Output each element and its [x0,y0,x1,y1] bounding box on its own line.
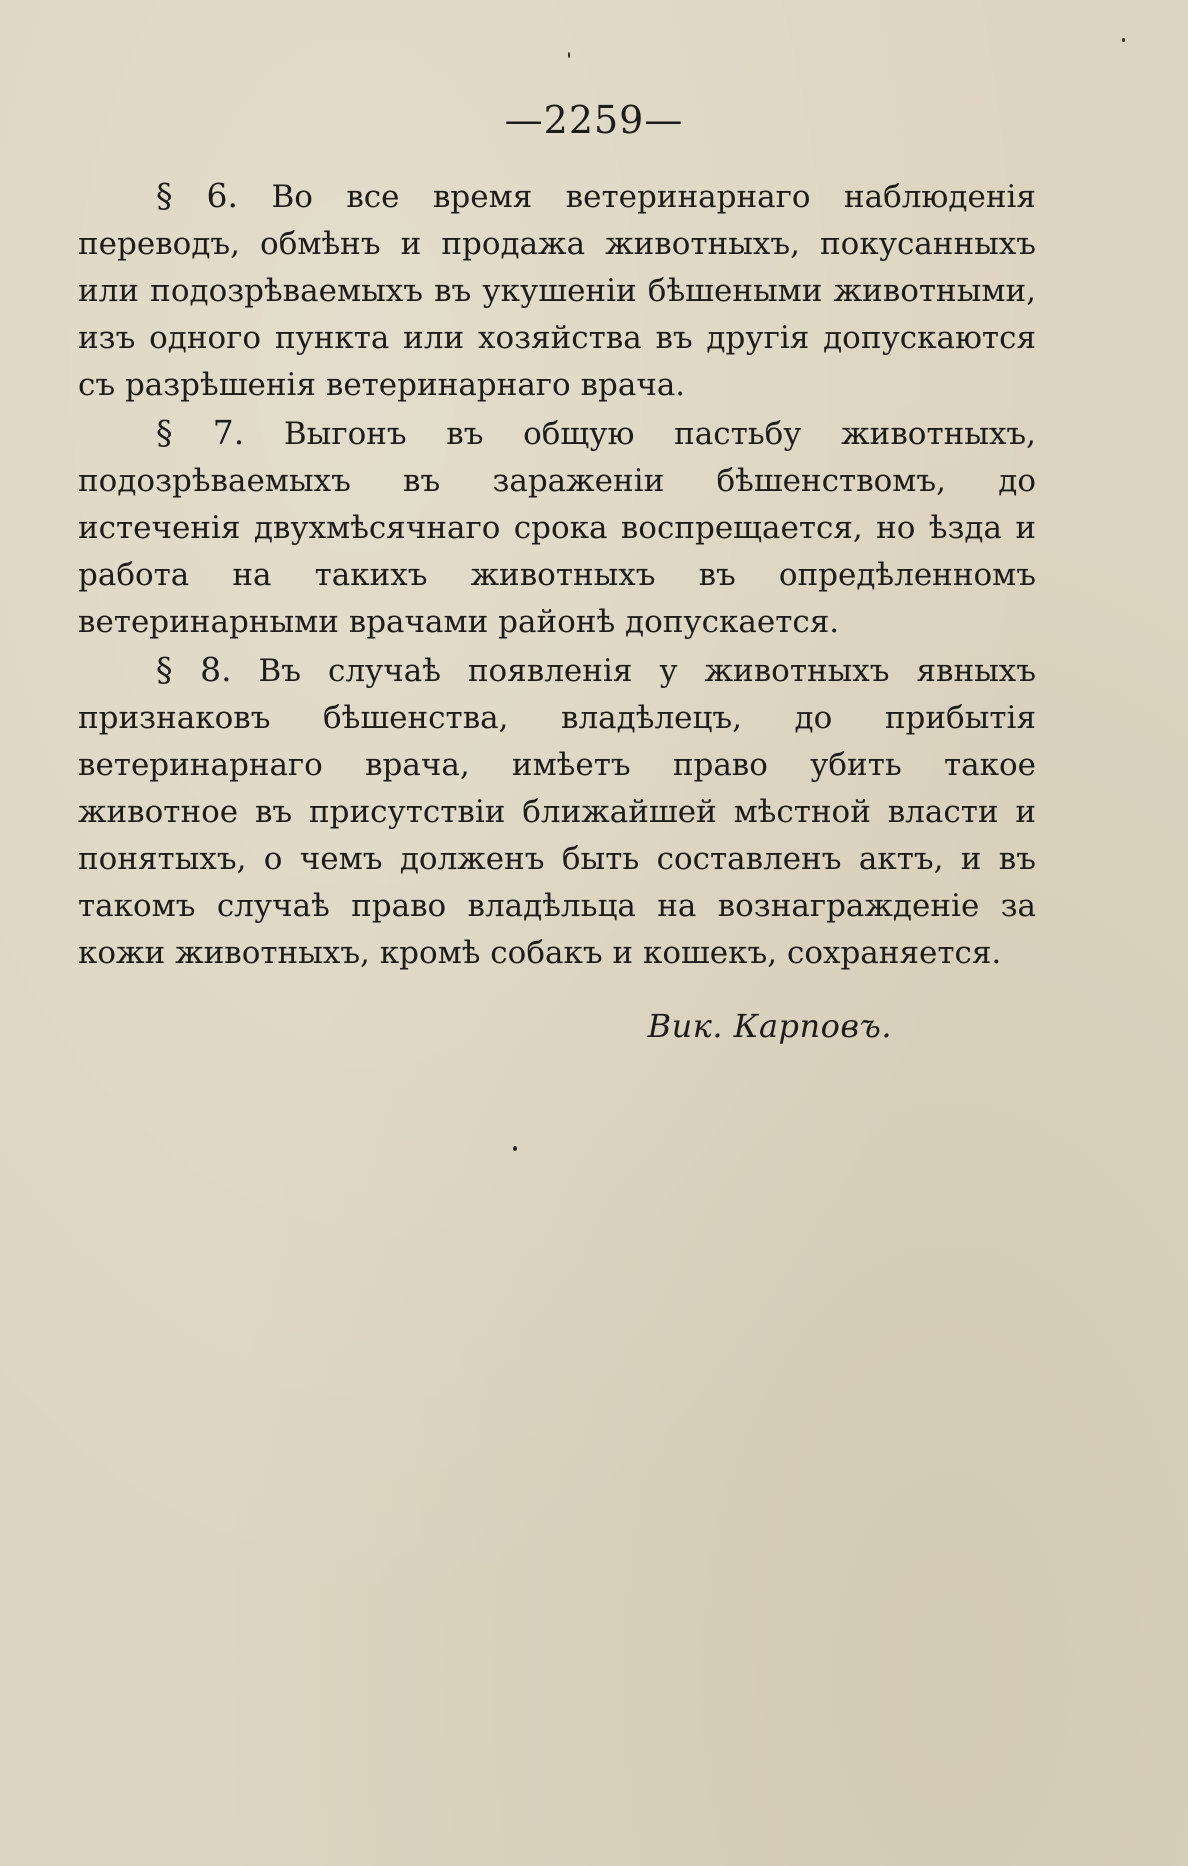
paragraph-text: Выгонъ въ общую пастьбу животныхъ, подозрѣваемыхъ въ зараженіи бѣшенствомъ, до истеченія двухмѣсячнаго срока воспрещается, но ѣзда и работа на такихъ животныхъ въ опредѣленномъ ветеринарными врачами районѣ допускается. [78,416,1036,640]
paper-speck [1122,38,1125,42]
section-marker: § 6. [156,176,239,215]
paragraph-section-8 [78,646,1036,977]
section-marker: § 8. [156,650,232,689]
paper-speck [513,1146,517,1151]
paper-speck [568,52,570,58]
paragraph-text: Въ случаѣ появленія у животныхъ явныхъ признаковъ бѣшенства, владѣлецъ, до прибытія ветеринарнаго врача, имѣетъ право убить такое животное въ присутствіи ближайшей мѣстной власти и понятыхъ, о чемъ долженъ быть составленъ актъ, и въ такомъ случаѣ право владѣльца на вознагражденіе за кожи животныхъ, кромѣ собакъ и кошекъ, сохраняется. [78,653,1036,971]
page-number: —2259— [504,98,684,142]
paragraph-section-6 [78,172,1036,409]
paragraph-text: Во все время ветеринарнаго наблюденія переводъ, обмѣнъ и продажа животныхъ, покусанныхъ или подозрѣваемыхъ въ укушеніи бѣшеными животными, изъ одного пункта или хозяйства въ другія допускаются съ разрѣшенія ветеринарнаго врача. [78,179,1036,403]
document-body [78,172,1036,977]
paragraph-section-7 [78,409,1036,646]
signature: Вик. Карповъ. [647,1007,892,1045]
section-marker: § 7. [156,413,245,452]
